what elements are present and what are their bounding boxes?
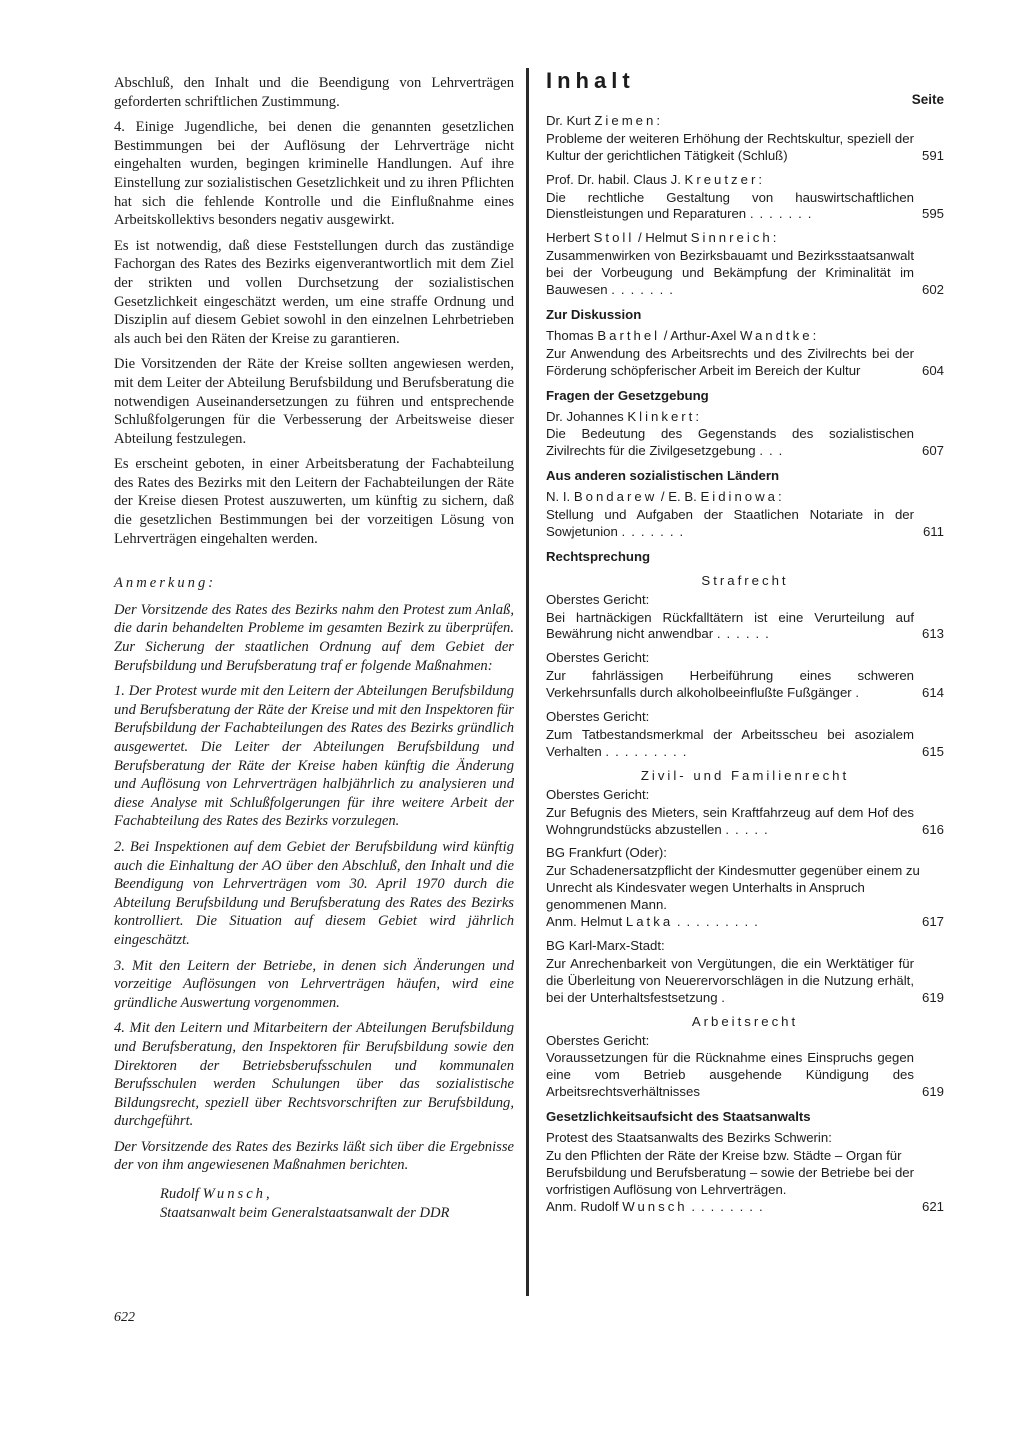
toc-entry (546, 709, 944, 761)
toc-entry-title: Probleme der weiteren Erhöhung der Rechtskultur, speziell der Kultur der gerichtlichen Tätigkeit (Schluß) (546, 130, 914, 163)
paragraph: Es ist notwendig, daß diese Feststellungen durch das zuständige Fachorgan des Rates des Bezirks eigenverantwortlich mit dem Ziel der strikten und vollen Durchsetzung der sozialistischen Gesetzlichkeit eingeschätzt werden, um eine straffe Ordnung und Disziplin auf diesem Gebiet sowohl in den einzelnen Lehrbetrieben als auch bei den Räten der Kreise zu garantieren. (114, 237, 514, 347)
toc-annotation: Anm. Rudolf Wunsch ........ (546, 1198, 769, 1214)
paragraph: Die Vorsitzenden der Räte der Kreise sollten angewiesen werden, mit dem Leiter der Abteilung Berufsbildung und Berufsberatung die notwendigen Auseinandersetzungen zu führen und entsprechende Schlußfolgerungen für die Verbesserung der Arbeitsweise dieser Abteilung festzulegen. (114, 356, 514, 447)
toc-page: 615 (921, 743, 944, 759)
toc-section-heading: Zur Diskussion (546, 306, 642, 322)
anmerkung-paragraph: 1. Der Protest wurde mit den Leitern der Abteilungen Berufsbildung und Berufsberatung der Räte der Kreise und mit den Inspektoren für Berufsbildung der Fachabteilungen des Rates des Bezirks gründlich ausgewertet. Die Leiter der Abteilungen Berufsbildung und Berufsberatung der Räte der Kreise haben künftig die Änderung und Auflösung von Lehrverträgen halbjährlich zu analysieren und diese Analyse mit Schlußfolgerungen für ihre weitere Arbeit der Fachabteilung des Rates des Bezirks vorzulegen. (114, 683, 514, 830)
toc-entry-title: Zu den Pflichten der Räte der Kreise bzw. Städte – Organ für Berufsbildung und Berufsberatung – sowie der Betriebe bei der vorfristigen Auflösung von Lehrverträgen. (546, 1147, 915, 1197)
toc-author: Thomas Barthel / Arthur-Axel Wandtke: (546, 327, 817, 343)
table-of-contents (546, 66, 944, 1223)
toc-entry-title: Zur Schadenersatzpflicht der Kindesmutter gegenüber einem zu Unrecht als Kindesvater wegen Unterhalts in Anspruch genommenen Mann. (546, 863, 920, 913)
toc-annotation: Anm. Helmut Latka ......... (546, 914, 764, 930)
signature (160, 1185, 514, 1222)
toc-entry-title: Die rechtliche Gestaltung von hauswirtschaftlichen Dienstleistungen und Reparaturen ....... (546, 189, 914, 222)
anmerkung-paragraph: 2. Bei Inspektionen auf dem Gebiet der Berufsbildung wird künftig auch die Einhaltung der AO über den Abschluß, den Inhalt und die Beendigung von Lehrverträgen vom 30. April 1970 durch die Abteilung Berufsbildung und Berufsberatung des Rates des Bezirks kontrolliert. Die Situation auf diesem Gebiet wird jährlich eingeschätzt. (114, 838, 514, 948)
toc-page: 611 (922, 523, 944, 539)
toc-entry-title: Die Bedeutung des Gegenstands des sozialistischen Zivilrechts für die Zivilgesetzgebung ... (546, 426, 914, 459)
toc-subsection-heading: Arbeitsrecht (691, 1013, 799, 1029)
toc-court: BG Frankfurt (Oder): (546, 845, 667, 861)
toc-entry-title: Zur Befugnis des Mieters, sein Kraftfahrzeug auf dem Hof des Wohngrundstücks abzustellen ..... (546, 804, 914, 837)
toc-author: Prof. Dr. habil. Claus J. Kreutzer: (546, 171, 763, 187)
toc-court: Oberstes Gericht: (546, 709, 650, 725)
toc-entry (546, 1130, 944, 1216)
toc-entry-title: Zur fahrlässigen Herbeiführung eines schweren Verkehrsunfalls durch alkoholbeeinflußte Fußgänger . (546, 668, 914, 701)
left-text-column (114, 74, 514, 1222)
toc-page: 619 (921, 1084, 944, 1100)
anmerkung-heading: Anmerkung: (114, 575, 217, 592)
toc-page: 617 (921, 914, 944, 930)
toc-title: Inhalt (546, 68, 635, 93)
toc-entry-title: Stellung und Aufgaben der Staatlichen Notariate in der Sowjetunion ....... (546, 507, 914, 539)
toc-entry (546, 328, 944, 380)
toc-page: 607 (921, 443, 944, 459)
toc-entry-title: Voraussetzungen für die Rücknahme eines Einspruchs gegen eine vom Betrieb ausgehende Kündigung des Arbeitsrechtsverhältnisses (546, 1050, 914, 1100)
toc-entry (546, 938, 944, 1007)
toc-entry (546, 1033, 944, 1102)
toc-subsection-heading: Zivil- und Familienrecht (640, 767, 850, 783)
anmerkung-paragraph: 4. Mit den Leitern und Mitarbeitern der Abteilungen Berufsbildung und Berufsberatung, den Inspektoren für Berufsbildung sowie den Direktoren der Betriebsberufsschulen und kommunalen Berufsschulen werden Schulungen über das sozialistische Bildungsrecht, speziell über Rechtsvorschriften zur Berufsbildung, durchgeführt. (114, 1020, 514, 1130)
toc-entry-title: Zur Anwendung des Arbeitsrechts und des Zivilrechts bei der Förderung schöpferischer Arbeit im Bereich der Kultur (546, 345, 914, 378)
toc-entry (546, 409, 944, 461)
toc-court: Protest des Staatsanwalts des Bezirks Schwerin: (546, 1130, 832, 1146)
toc-page: 621 (921, 1198, 944, 1214)
toc-author: Dr. Kurt Ziemen: (546, 112, 661, 128)
column-divider (526, 68, 529, 1296)
toc-section-heading: Fragen der Gesetzgebung (546, 387, 709, 403)
toc-section-heading: Aus anderen sozialistischen Ländern (546, 468, 780, 484)
toc-entry-title: Bei hartnäckigen Rückfalltätern ist eine Verurteilung auf Bewährung nicht anwendbar ...... (546, 609, 914, 642)
toc-entry (546, 592, 944, 644)
toc-entry (546, 172, 944, 224)
toc-section-heading: Rechtsprechung (546, 548, 651, 564)
toc-entry (546, 113, 944, 165)
toc-court: Oberstes Gericht: (546, 650, 650, 666)
signature-name: Rudolf Wunsch, (160, 1186, 270, 1203)
toc-page: 591 (921, 147, 944, 163)
toc-court: Oberstes Gericht: (546, 786, 650, 802)
toc-page: 595 (921, 206, 944, 222)
anmerkung-paragraph: Der Vorsitzende des Rates des Bezirks läßt sich über die Ergebnisse der von ihm angewiesenen Maßnahmen berichten. (114, 1138, 514, 1174)
toc-entry-title: Zum Tatbestandsmerkmal der Arbeitsscheu bei asozialem Verhalten ......... (546, 727, 914, 759)
toc-entry-title: Zur Anrechenbarkeit von Vergütungen, die ein Werktätiger für die Überleitung von Neuerervorschlägen in die Nutzung erhält, bei der Unterhaltsfestsetzung . (546, 955, 914, 1005)
toc-section-heading: Gesetzlichkeitsaufsicht des Staatsanwalts (546, 1109, 811, 1125)
page-column-label: Seite (911, 92, 944, 107)
toc-subsection-heading: Strafrecht (701, 572, 789, 588)
page-number: 622 (114, 1310, 135, 1325)
toc-page: 619 (921, 989, 944, 1005)
signature-role: Staatsanwalt beim Generalstaatsanwalt der DDR (160, 1204, 450, 1221)
anmerkung-paragraph: Der Vorsitzende des Rates des Bezirks nahm den Protest zum Anlaß, die darin behandelten Probleme im gesamten Bezirk zu überprüfen. Zur Sicherung der staatlichen Ordnung auf dem Gebiet der Berufsbildung und Berufsberatung traf er folgende Maßnahmen: (114, 601, 514, 674)
toc-court: BG Karl-Marx-Stadt: (546, 937, 665, 953)
toc-entry (546, 489, 944, 541)
anmerkung-paragraph: 3. Mit den Leitern der Betriebe, in denen sich Änderungen und vorzeitige Auflösungen von Lehrverträgen häufen, wird eine gründliche Auswertung vorgenommen. (114, 957, 514, 1011)
toc-entry (546, 230, 944, 299)
toc-entry (546, 845, 944, 931)
paragraph: Es erscheint geboten, in einer Arbeitsberatung der Fachabteilung des Rates des Bezirks mit den Leitern der Fachabteilungen der Räte der Kreise diesen Protest auszuwerten, um künftig zu sichern, daß die gesetzlichen Bestimmungen bei der vorzeitigen Lösung von Lehrverträgen eingehalten werden. (114, 456, 514, 547)
toc-entry (546, 787, 944, 839)
toc-page: 604 (921, 362, 944, 378)
toc-page: 614 (921, 685, 944, 701)
toc-page: 613 (921, 626, 944, 642)
toc-entry-title: Zusammenwirken von Bezirksbauamt und Bezirksstaatsanwalt bei der Vorbeugung und Bekämpfung der Kriminalität im Bauwesen ....... (546, 248, 914, 298)
toc-court: Oberstes Gericht: (546, 1032, 650, 1048)
toc-entry (546, 650, 944, 702)
toc-author: Herbert Stoll / Helmut Sinnreich: (546, 230, 777, 246)
toc-author: Dr. Johannes Klinkert: (546, 408, 700, 424)
toc-author: N. I. Bondarew / E. B. Eidinowa: (546, 489, 782, 505)
toc-court: Oberstes Gericht: (546, 591, 650, 607)
paragraph: 4. Einige Jugendliche, bei denen die genannten gesetzlichen Bestimmungen bei der Auflösung der Lehrverträge nicht eingehalten wurden, begingen kriminelle Handlungen. Auf ihre Einstellung zur sozialistischen Gesetzlichkeit und zu ihren Pflichten hat sich die fehlende Kontrolle und die Einflußnahme eines Arbeitskollektivs besonders negativ ausgewirkt. (114, 119, 514, 229)
toc-page: 616 (921, 821, 944, 837)
paragraph: Abschluß, den Inhalt und die Beendigung von Lehrverträgen geforderten schriftlichen Zustimmung. (114, 75, 514, 110)
toc-page: 602 (921, 282, 944, 298)
